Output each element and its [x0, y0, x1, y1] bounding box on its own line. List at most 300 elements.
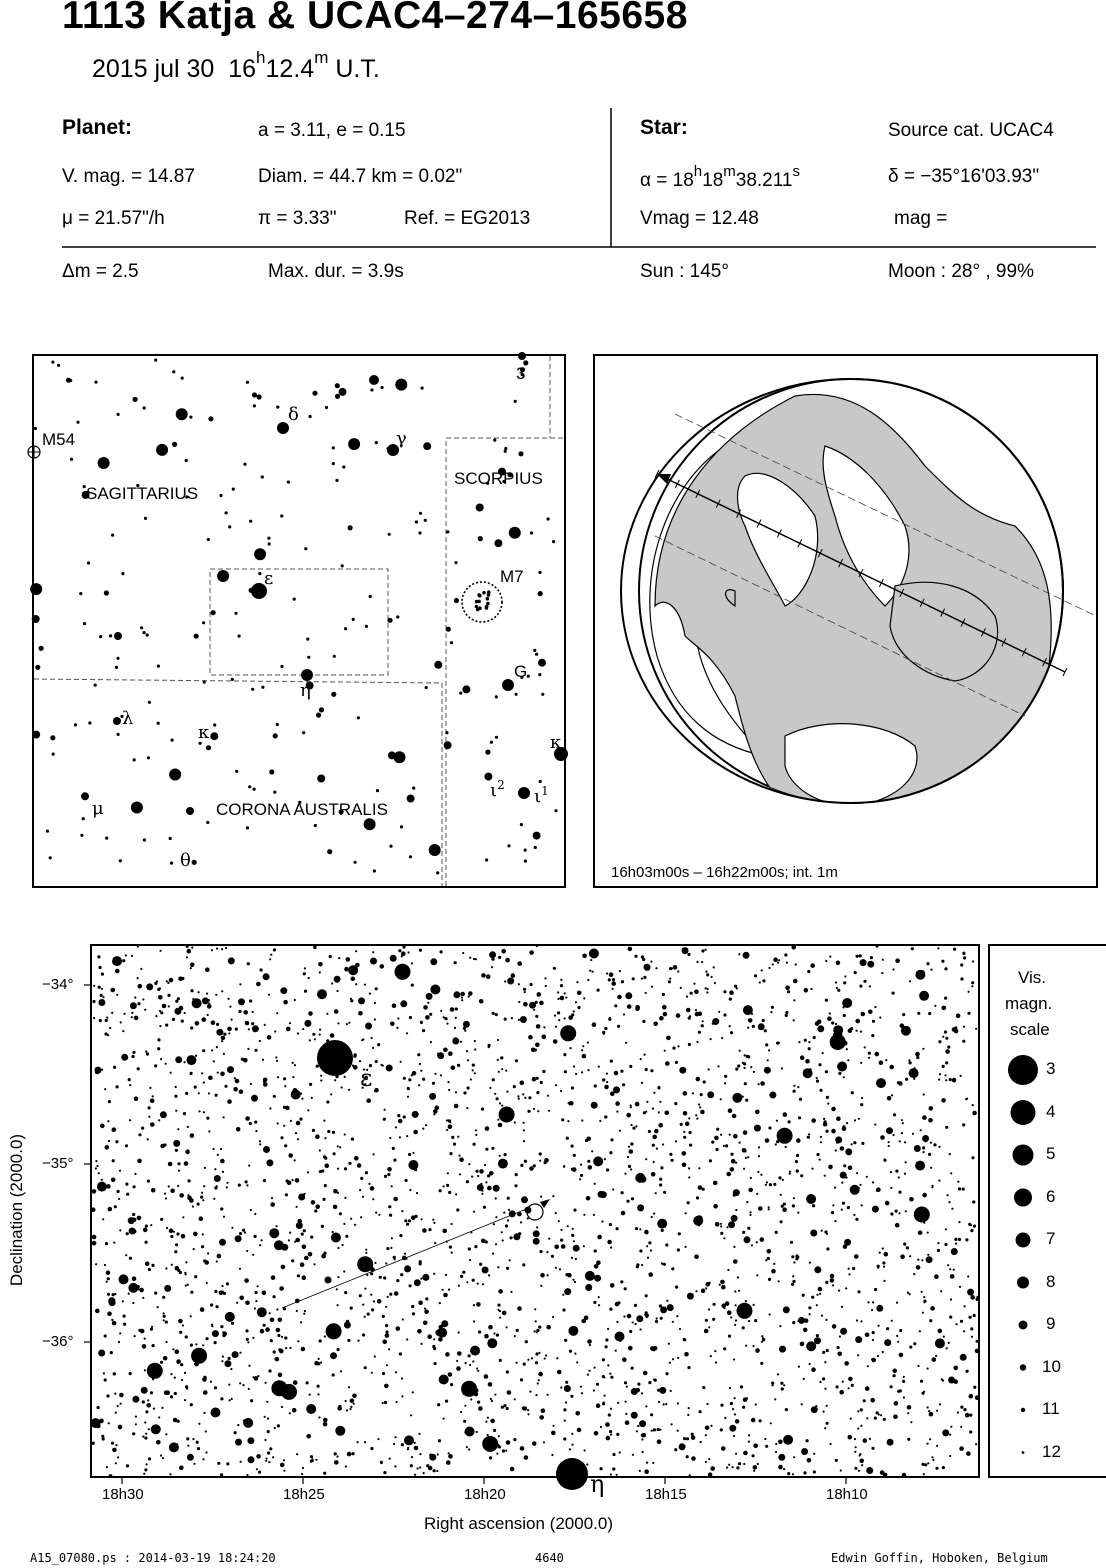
detail-star — [827, 1103, 829, 1105]
detail-star — [626, 1386, 628, 1388]
detail-star — [696, 1215, 703, 1222]
detail-star — [144, 1436, 147, 1439]
detail-star — [470, 1078, 472, 1080]
detail-star — [355, 963, 360, 968]
detail-star — [838, 1072, 841, 1075]
detail-star — [268, 1369, 271, 1372]
detail-star — [611, 981, 616, 986]
detail-star — [343, 1270, 345, 1272]
detail-star — [803, 1378, 805, 1380]
detail-star — [822, 1351, 825, 1354]
detail-star — [751, 1244, 753, 1246]
detail-star — [735, 1209, 737, 1211]
detail-star — [540, 1081, 543, 1084]
detail-star — [206, 1282, 208, 1284]
detail-star — [390, 1247, 392, 1249]
finder-star — [202, 621, 205, 624]
detail-star — [506, 1370, 509, 1373]
detail-star — [139, 1288, 144, 1293]
detail-star — [646, 1462, 648, 1464]
detail-star — [902, 1013, 905, 1016]
detail-star — [451, 1252, 453, 1254]
detail-star — [481, 973, 486, 978]
detail-star — [170, 1235, 173, 1238]
detail-star — [653, 1092, 655, 1094]
finder-star — [316, 713, 321, 718]
detail-star — [428, 1228, 431, 1231]
detail-star — [149, 1087, 151, 1089]
detail-star — [743, 1130, 748, 1135]
detail-star — [425, 1015, 430, 1020]
detail-star — [973, 1386, 976, 1389]
finder-star — [419, 512, 422, 515]
m7-cluster-star — [486, 602, 490, 606]
detail-star — [516, 1235, 519, 1238]
detail-star — [286, 1179, 289, 1182]
detail-star — [787, 1472, 790, 1475]
detail-star — [95, 1309, 100, 1314]
detail-star — [670, 1390, 672, 1392]
finder-star — [82, 817, 85, 820]
detail-star — [720, 1428, 723, 1431]
detail-star — [571, 1145, 574, 1148]
detail-star — [514, 1121, 516, 1123]
detail-star — [938, 1329, 943, 1334]
detail-star — [483, 1206, 486, 1209]
detail-star — [95, 1160, 97, 1162]
detail-star — [645, 1405, 647, 1407]
detail-star — [605, 1422, 610, 1427]
finder-star — [225, 511, 228, 514]
detail-star — [708, 1326, 710, 1328]
detail-star — [518, 1019, 520, 1021]
detail-star — [790, 1241, 793, 1244]
detail-star — [806, 1194, 816, 1204]
detail-star — [259, 1143, 261, 1145]
detail-star — [867, 1301, 869, 1303]
detail-star — [137, 1067, 140, 1070]
detail-star — [607, 1364, 609, 1366]
detail-star — [176, 1359, 181, 1364]
detail-star — [713, 1303, 716, 1306]
detail-star — [625, 1042, 627, 1044]
detail-star — [612, 1188, 614, 1190]
detail-star — [375, 987, 378, 990]
detail-star — [165, 1024, 168, 1027]
detail-star — [221, 1040, 223, 1042]
detail-star — [152, 1344, 155, 1347]
detail-star — [485, 1421, 487, 1423]
detail-star — [535, 1352, 538, 1355]
detail-star — [465, 1362, 467, 1364]
detail-star — [164, 1285, 171, 1292]
detail-star — [796, 1154, 799, 1157]
detail-star — [327, 1130, 330, 1133]
detail-star — [708, 1472, 713, 1477]
detail-star — [837, 1352, 842, 1357]
detail-star — [344, 967, 349, 972]
detail-star — [966, 1451, 971, 1456]
finder-star — [396, 615, 399, 618]
detail-star — [567, 1120, 569, 1122]
detail-star — [506, 1091, 508, 1093]
detail-star — [662, 1143, 664, 1145]
detail-star — [623, 1315, 625, 1317]
detail-star — [300, 1321, 302, 1323]
detail-star — [909, 1061, 912, 1064]
detail-star — [337, 1145, 339, 1147]
detail-star — [468, 1448, 470, 1450]
detail-star — [775, 1231, 778, 1234]
detail-star — [860, 1031, 862, 1033]
detail-star — [757, 1463, 759, 1465]
detail-star — [373, 1153, 375, 1155]
detail-star — [563, 1408, 566, 1411]
detail-star — [239, 1296, 244, 1301]
detail-star — [362, 1304, 364, 1306]
detail-star — [318, 1416, 320, 1418]
detail-star — [389, 1137, 391, 1139]
detail-star — [705, 971, 707, 973]
detail-star — [506, 1267, 509, 1270]
detail-star — [438, 1337, 443, 1342]
detail-star — [724, 1082, 726, 1084]
detail-star — [120, 1021, 122, 1023]
finder-star — [39, 646, 44, 651]
detail-star — [216, 1305, 219, 1308]
detail-star — [182, 1216, 184, 1218]
detail-star — [781, 1205, 784, 1208]
detail-star — [520, 1221, 522, 1223]
detail-star — [851, 1143, 853, 1145]
detail-star — [208, 1130, 210, 1132]
detail-star — [351, 977, 356, 982]
detail-star — [297, 1138, 299, 1140]
detail-star — [781, 1067, 783, 1069]
detail-star — [152, 1095, 154, 1097]
finder-star — [306, 638, 309, 641]
finder-star — [32, 731, 40, 739]
detail-star — [760, 1081, 765, 1086]
detail-star — [377, 1043, 380, 1046]
detail-star — [384, 1175, 387, 1178]
detail-star — [902, 1473, 907, 1478]
detail-star — [294, 1064, 296, 1066]
detail-star — [743, 1397, 748, 1402]
detail-star — [104, 1032, 107, 1035]
detail-star — [297, 1340, 299, 1342]
detail-star — [430, 958, 437, 965]
finder-star — [98, 457, 110, 469]
detail-star — [93, 1017, 95, 1019]
detail-star — [214, 1341, 217, 1344]
detail-star — [529, 950, 534, 955]
detail-star — [901, 1119, 903, 1121]
detail-star — [113, 1242, 115, 1244]
detail-star — [407, 951, 409, 953]
detail-star — [154, 1371, 156, 1373]
detail-star — [396, 1027, 398, 1029]
detail-star — [211, 1324, 213, 1326]
finder-star — [81, 792, 89, 800]
detail-star — [559, 1268, 561, 1270]
detail-star — [950, 1426, 952, 1428]
detail-star — [289, 1347, 291, 1349]
detail-star — [888, 1145, 890, 1147]
detail-star — [406, 1338, 408, 1340]
detail-star — [443, 1185, 445, 1187]
detail-star — [765, 1445, 768, 1448]
detail-star — [334, 1452, 337, 1455]
detail-star — [311, 1458, 313, 1460]
detail-star — [315, 1459, 317, 1461]
earth-globe-panel — [593, 354, 1098, 888]
detail-star — [969, 1316, 972, 1319]
detail-star — [193, 1232, 198, 1237]
finder-star — [520, 823, 523, 826]
detail-star — [900, 1254, 905, 1259]
detail-star — [758, 1146, 760, 1148]
detail-star — [160, 1011, 163, 1014]
detail-star — [274, 1427, 276, 1429]
detail-star — [201, 1192, 203, 1194]
detail-star — [460, 1041, 462, 1043]
detail-star — [604, 1115, 607, 1118]
detail-star — [247, 962, 250, 965]
finder-star — [267, 537, 270, 540]
detail-star — [220, 1072, 225, 1077]
detail-star — [505, 1070, 507, 1072]
detail-star — [639, 1228, 641, 1230]
detail-star — [571, 1234, 574, 1237]
detail-star — [662, 993, 665, 996]
detail-star — [850, 1027, 853, 1030]
detail-star — [488, 1325, 493, 1330]
detail-star — [226, 1186, 228, 1188]
detail-star — [655, 967, 657, 969]
detail-star — [170, 1072, 172, 1074]
finder-star — [157, 722, 160, 725]
finder-star — [280, 514, 283, 517]
detail-star — [527, 1413, 529, 1415]
legend-dots — [990, 946, 1106, 1476]
finder-star — [117, 733, 120, 736]
detail-star — [533, 1009, 535, 1011]
detail-star — [255, 1291, 258, 1294]
detail-star — [422, 1128, 424, 1130]
detail-star — [949, 1434, 951, 1436]
detail-star — [665, 1243, 668, 1246]
detail-star — [689, 1015, 691, 1017]
detail-star — [886, 1127, 893, 1134]
detail-star — [582, 1054, 587, 1059]
detail-star — [346, 1325, 349, 1328]
detail-star — [582, 954, 587, 959]
detail-star — [445, 1274, 447, 1276]
x-tick-1820: 18h20 — [464, 1486, 506, 1503]
finder-star — [344, 627, 347, 630]
detail-star — [808, 1047, 811, 1050]
detail-star — [207, 1004, 212, 1009]
detail-star — [399, 1352, 402, 1355]
detail-star — [679, 1443, 686, 1450]
detail-star — [144, 1369, 146, 1371]
detail-star — [861, 1012, 866, 1017]
detail-star — [107, 1293, 110, 1296]
detail-star — [716, 1128, 719, 1131]
detail-star — [809, 1262, 811, 1264]
detail-star — [404, 1253, 406, 1255]
detail-star — [219, 1239, 226, 1246]
detail-star — [883, 1266, 885, 1268]
detail-star — [759, 1419, 762, 1422]
detail-star — [192, 1205, 194, 1207]
detail-star — [871, 1034, 874, 1037]
finder-star — [302, 731, 305, 734]
detail-star — [397, 1017, 399, 1019]
detail-star — [277, 1076, 279, 1078]
detail-star — [308, 1011, 313, 1016]
detail-star — [875, 944, 878, 947]
detail-star — [972, 1111, 977, 1116]
detail-star — [830, 1443, 832, 1445]
detail-star — [729, 998, 732, 1001]
detail-star — [732, 1168, 734, 1170]
detail-star — [309, 1083, 312, 1086]
detail-star — [752, 1345, 754, 1347]
detail-star — [908, 1059, 910, 1061]
detail-star — [607, 1240, 612, 1245]
detail-star — [114, 1205, 117, 1208]
detail-star — [749, 1211, 751, 1213]
detail-star — [226, 1462, 229, 1465]
detail-star — [634, 955, 637, 958]
detail-star — [235, 1439, 242, 1446]
detail-star — [855, 1336, 862, 1343]
detail-star — [967, 1275, 969, 1277]
detail-star — [648, 1381, 651, 1384]
detail-star — [423, 1005, 428, 1010]
detail-star — [646, 1101, 648, 1103]
detail-star — [153, 1408, 155, 1410]
detail-star — [95, 1263, 97, 1265]
detail-star — [134, 1016, 139, 1021]
detail-star — [484, 1374, 489, 1379]
detail-star — [418, 1301, 423, 1306]
detail-star — [598, 1296, 600, 1298]
detail-star — [743, 1316, 745, 1318]
detail-star — [702, 1386, 705, 1389]
finder-star — [530, 531, 533, 534]
detail-star — [266, 1457, 268, 1459]
detail-star — [824, 1361, 826, 1363]
detail-star — [522, 1263, 525, 1266]
detail-star — [923, 1093, 925, 1095]
detail-star — [306, 1381, 309, 1384]
detail-star — [515, 1059, 518, 1062]
detail-star — [650, 1249, 652, 1251]
detail-star — [606, 1168, 609, 1171]
detail-star — [581, 1392, 583, 1394]
detail-star — [165, 1197, 167, 1199]
detail-star — [222, 1331, 227, 1336]
detail-star — [963, 956, 966, 959]
detail-star — [126, 1193, 129, 1196]
detail-star — [434, 1242, 436, 1244]
detail-star — [318, 1358, 320, 1360]
detail-star — [524, 1097, 526, 1099]
detail-star — [505, 1450, 507, 1452]
detail-star — [141, 1387, 148, 1394]
detail-star — [860, 1103, 863, 1106]
detail-star — [773, 1183, 776, 1186]
detail-star — [115, 1412, 117, 1414]
detail-star — [948, 1342, 950, 1344]
detail-star — [168, 1005, 170, 1007]
detail-star — [655, 1192, 657, 1194]
detail-star — [608, 978, 611, 981]
detail-star — [326, 1013, 328, 1015]
detail-star — [766, 1181, 768, 1183]
detail-star — [774, 1398, 776, 1400]
detail-star — [860, 1408, 863, 1411]
detail-star — [398, 949, 401, 952]
detail-star — [303, 1229, 306, 1232]
detail-star — [841, 1209, 843, 1211]
detail-star — [419, 1453, 421, 1455]
detail-star — [642, 1451, 644, 1453]
detail-star — [454, 1104, 459, 1109]
finder-star — [88, 721, 91, 724]
legend-dot — [1014, 1189, 1032, 1207]
detail-star — [348, 1386, 350, 1388]
detail-star — [698, 1031, 701, 1034]
detail-star — [242, 1384, 244, 1386]
detail-star — [748, 1441, 750, 1443]
detail-star — [887, 1439, 894, 1446]
detail-star — [163, 1315, 166, 1318]
detail-star — [210, 1381, 212, 1383]
detail-star — [202, 1233, 204, 1235]
detail-star — [380, 1461, 383, 1464]
detail-star — [625, 992, 632, 999]
detail-star — [944, 1074, 946, 1076]
detail-star — [857, 1354, 859, 1356]
detail-star — [177, 997, 180, 1000]
detail-star — [902, 1380, 905, 1383]
detail-star — [871, 1447, 874, 1450]
detail-star — [148, 1116, 150, 1118]
detail-star — [263, 1324, 266, 1327]
detail-star — [99, 966, 102, 969]
detail-star — [856, 1319, 858, 1321]
detail-star — [337, 1022, 339, 1024]
finder-star — [32, 615, 40, 623]
detail-star — [231, 1322, 234, 1325]
detail-star — [785, 1408, 788, 1411]
detail-star — [277, 1122, 279, 1124]
detail-star — [769, 1092, 776, 1099]
detail-star — [337, 1348, 340, 1351]
detail-star — [683, 1437, 686, 1440]
detail-star — [226, 1282, 229, 1285]
finder-star — [533, 649, 536, 652]
detail-star — [361, 1039, 363, 1041]
detail-star — [91, 1207, 96, 1212]
detail-star — [930, 969, 932, 971]
finder-star — [119, 859, 122, 862]
detail-star — [625, 1401, 627, 1403]
